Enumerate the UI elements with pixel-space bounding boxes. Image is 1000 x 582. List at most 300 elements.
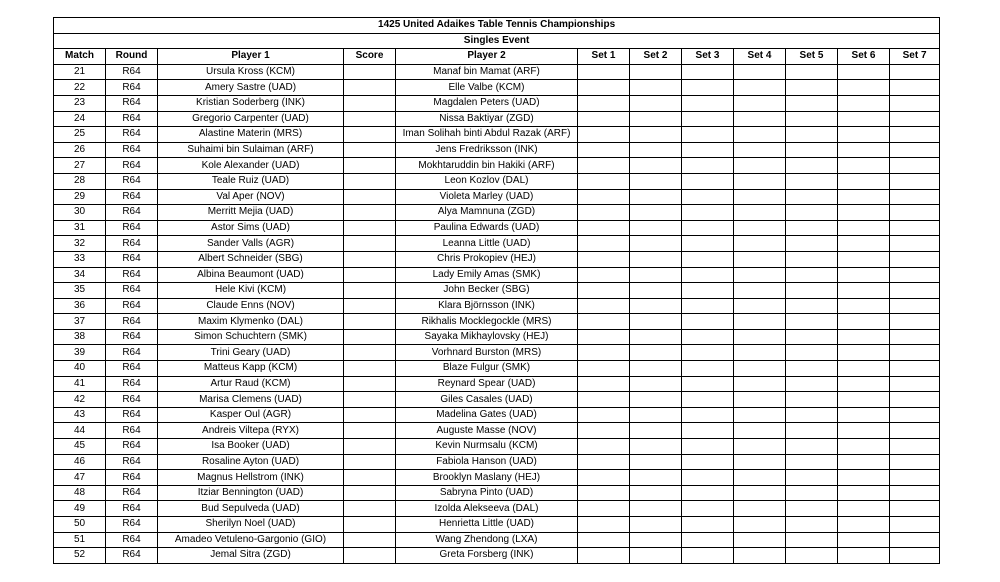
set-3-cell[interactable] (682, 345, 734, 361)
match-cell: 39 (54, 345, 106, 361)
set-4-cell[interactable] (734, 267, 786, 283)
set-6-cell[interactable] (838, 283, 890, 299)
set-3-cell[interactable] (682, 283, 734, 299)
set-7-cell[interactable] (890, 205, 940, 221)
set-7-cell[interactable] (890, 470, 940, 486)
set-6-cell[interactable] (838, 501, 890, 517)
set-2-cell[interactable] (630, 267, 682, 283)
set-2-cell[interactable] (630, 392, 682, 408)
set-6-cell[interactable] (838, 517, 890, 533)
set-5-cell[interactable] (786, 298, 838, 314)
set-2-cell[interactable] (630, 283, 682, 299)
set-6-cell[interactable] (838, 548, 890, 564)
set-2-cell[interactable] (630, 95, 682, 111)
set-3-cell[interactable] (682, 439, 734, 455)
match-cell: 25 (54, 127, 106, 143)
set-1-cell[interactable] (578, 158, 630, 174)
set-3-cell[interactable] (682, 361, 734, 377)
player-2-cell: Leanna Little (UAD) (396, 236, 578, 252)
player-1-cell: Amadeo Vetuleno-Gargonio (GIO) (158, 532, 344, 548)
score-cell[interactable] (344, 345, 396, 361)
set-4-cell[interactable] (734, 189, 786, 205)
set-4-cell[interactable] (734, 111, 786, 127)
score-cell[interactable] (344, 127, 396, 143)
set-4-cell[interactable] (734, 361, 786, 377)
set-1-cell[interactable] (578, 501, 630, 517)
set-4-cell[interactable] (734, 283, 786, 299)
set-2-cell[interactable] (630, 111, 682, 127)
player-1-cell: Hele Kivi (KCM) (158, 283, 344, 299)
set-5-cell[interactable] (786, 173, 838, 189)
set-2-cell[interactable] (630, 376, 682, 392)
score-cell[interactable] (344, 532, 396, 548)
set-4-cell[interactable] (734, 517, 786, 533)
set-6-cell[interactable] (838, 80, 890, 96)
set-4-cell[interactable] (734, 376, 786, 392)
score-cell[interactable] (344, 501, 396, 517)
set-4-cell[interactable] (734, 220, 786, 236)
player-2-cell: Magdalen Peters (UAD) (396, 95, 578, 111)
set-3-cell[interactable] (682, 80, 734, 96)
set-7-cell[interactable] (890, 283, 940, 299)
set-5-cell[interactable] (786, 501, 838, 517)
score-cell[interactable] (344, 470, 396, 486)
set-7-cell[interactable] (890, 111, 940, 127)
set-1-cell[interactable] (578, 454, 630, 470)
set-3-cell[interactable] (682, 205, 734, 221)
set-6-cell[interactable] (838, 329, 890, 345)
set-2-cell[interactable] (630, 470, 682, 486)
score-cell[interactable] (344, 439, 396, 455)
set-2-cell[interactable] (630, 485, 682, 501)
set-5-cell[interactable] (786, 64, 838, 80)
set-1-cell[interactable] (578, 220, 630, 236)
set-2-cell[interactable] (630, 532, 682, 548)
player-2-cell: Izolda Alekseeva (DAL) (396, 501, 578, 517)
set-1-cell[interactable] (578, 470, 630, 486)
set-1-cell[interactable] (578, 80, 630, 96)
set-5-cell[interactable] (786, 361, 838, 377)
set-1-cell[interactable] (578, 173, 630, 189)
player-2-cell: Greta Forsberg (INK) (396, 548, 578, 564)
set-3-cell[interactable] (682, 142, 734, 158)
set-5-cell[interactable] (786, 80, 838, 96)
set-5-cell[interactable] (786, 485, 838, 501)
set-5-cell[interactable] (786, 470, 838, 486)
score-cell[interactable] (344, 142, 396, 158)
player-1-cell: Maxim Klymenko (DAL) (158, 314, 344, 330)
set-7-cell[interactable] (890, 407, 940, 423)
set-1-cell[interactable] (578, 142, 630, 158)
set-4-cell[interactable] (734, 314, 786, 330)
set-4-cell[interactable] (734, 392, 786, 408)
set-7-cell[interactable] (890, 236, 940, 252)
round-cell: R64 (106, 251, 158, 267)
player-2-cell: Wang Zhendong (LXA) (396, 532, 578, 548)
player-2-cell: Lady Emily Amas (SMK) (396, 267, 578, 283)
table-row (54, 189, 940, 205)
set-7-cell[interactable] (890, 251, 940, 267)
set-4-cell[interactable] (734, 485, 786, 501)
set-6-cell[interactable] (838, 205, 890, 221)
set-5-cell[interactable] (786, 158, 838, 174)
set-5-cell[interactable] (786, 423, 838, 439)
set-2-cell[interactable] (630, 361, 682, 377)
set-1-cell[interactable] (578, 111, 630, 127)
match-cell: 37 (54, 314, 106, 330)
score-cell[interactable] (344, 95, 396, 111)
set-6-cell[interactable] (838, 314, 890, 330)
score-cell[interactable] (344, 548, 396, 564)
score-cell[interactable] (344, 80, 396, 96)
set-4-cell[interactable] (734, 251, 786, 267)
set-2-cell[interactable] (630, 345, 682, 361)
set-7-cell[interactable] (890, 345, 940, 361)
set-6-cell[interactable] (838, 485, 890, 501)
match-cell: 44 (54, 423, 106, 439)
set-3-cell[interactable] (682, 485, 734, 501)
set-5-cell[interactable] (786, 439, 838, 455)
set-7-cell[interactable] (890, 267, 940, 283)
set-4-cell[interactable] (734, 470, 786, 486)
set-4-cell[interactable] (734, 407, 786, 423)
set-1-cell[interactable] (578, 439, 630, 455)
table-row (54, 407, 940, 423)
match-cell: 33 (54, 251, 106, 267)
score-cell[interactable] (344, 189, 396, 205)
set-5-cell[interactable] (786, 95, 838, 111)
set-6-cell[interactable] (838, 439, 890, 455)
set-2-cell[interactable] (630, 80, 682, 96)
set-7-cell[interactable] (890, 158, 940, 174)
score-cell[interactable] (344, 329, 396, 345)
table-row (54, 345, 940, 361)
set-6-cell[interactable] (838, 95, 890, 111)
set-2-cell[interactable] (630, 423, 682, 439)
set-6-cell[interactable] (838, 376, 890, 392)
table-row (54, 267, 940, 283)
set-1-cell[interactable] (578, 376, 630, 392)
round-cell: R64 (106, 392, 158, 408)
score-cell[interactable] (344, 173, 396, 189)
sheet-title: 1425 United Adaikes Table Tennis Championships (54, 18, 940, 34)
set-4-cell[interactable] (734, 501, 786, 517)
table-row (54, 64, 940, 80)
set-2-cell[interactable] (630, 517, 682, 533)
set-7-cell[interactable] (890, 548, 940, 564)
score-cell[interactable] (344, 485, 396, 501)
set-7-cell[interactable] (890, 361, 940, 377)
set-3-cell[interactable] (682, 376, 734, 392)
set-2-cell[interactable] (630, 205, 682, 221)
set-1-cell[interactable] (578, 95, 630, 111)
header-row (54, 49, 940, 65)
set-1-cell[interactable] (578, 314, 630, 330)
score-cell[interactable] (344, 407, 396, 423)
score-cell[interactable] (344, 298, 396, 314)
set-3-cell[interactable] (682, 64, 734, 80)
set-4-cell[interactable] (734, 95, 786, 111)
set-5-cell[interactable] (786, 283, 838, 299)
set-3-cell[interactable] (682, 532, 734, 548)
set-5-cell[interactable] (786, 220, 838, 236)
set-3-cell[interactable] (682, 220, 734, 236)
set-5-cell[interactable] (786, 454, 838, 470)
set-4-cell[interactable] (734, 345, 786, 361)
set-1-cell[interactable] (578, 532, 630, 548)
set-6-cell[interactable] (838, 454, 890, 470)
player-1-cell: Isa Booker (UAD) (158, 439, 344, 455)
set-2-cell[interactable] (630, 439, 682, 455)
set-3-cell[interactable] (682, 236, 734, 252)
set-3-cell[interactable] (682, 95, 734, 111)
set-6-cell[interactable] (838, 142, 890, 158)
set-3-cell[interactable] (682, 173, 734, 189)
score-cell[interactable] (344, 454, 396, 470)
set-3-cell[interactable] (682, 329, 734, 345)
set-4-cell[interactable] (734, 298, 786, 314)
set-6-cell[interactable] (838, 189, 890, 205)
set-2-cell[interactable] (630, 407, 682, 423)
set-7-cell[interactable] (890, 485, 940, 501)
score-cell[interactable] (344, 376, 396, 392)
set-6-cell[interactable] (838, 345, 890, 361)
set-4-cell[interactable] (734, 548, 786, 564)
set-7-cell[interactable] (890, 189, 940, 205)
set-1-cell[interactable] (578, 423, 630, 439)
set-4-cell[interactable] (734, 173, 786, 189)
player-2-cell: Mokhtaruddin bin Hakiki (ARF) (396, 158, 578, 174)
set-3-cell[interactable] (682, 189, 734, 205)
set-4-cell[interactable] (734, 454, 786, 470)
set-6-cell[interactable] (838, 251, 890, 267)
set-5-cell[interactable] (786, 267, 838, 283)
set-4-cell[interactable] (734, 423, 786, 439)
set-3-cell[interactable] (682, 454, 734, 470)
set-6-cell[interactable] (838, 423, 890, 439)
set-3-cell[interactable] (682, 127, 734, 143)
set-2-cell[interactable] (630, 64, 682, 80)
set-5-cell[interactable] (786, 517, 838, 533)
score-cell[interactable] (344, 361, 396, 377)
table-row (54, 501, 940, 517)
set-5-cell[interactable] (786, 314, 838, 330)
set-7-cell[interactable] (890, 532, 940, 548)
set-2-cell[interactable] (630, 548, 682, 564)
set-7-cell[interactable] (890, 64, 940, 80)
score-cell[interactable] (344, 220, 396, 236)
set-2-cell[interactable] (630, 329, 682, 345)
set-6-cell[interactable] (838, 532, 890, 548)
set-4-cell[interactable] (734, 64, 786, 80)
set-1-cell[interactable] (578, 298, 630, 314)
set-1-cell[interactable] (578, 236, 630, 252)
set-3-cell[interactable] (682, 517, 734, 533)
set-7-cell[interactable] (890, 80, 940, 96)
set-5-cell[interactable] (786, 127, 838, 143)
header-player-1: Player 1 (158, 49, 344, 65)
set-2-cell[interactable] (630, 127, 682, 143)
match-cell: 27 (54, 158, 106, 174)
round-cell: R64 (106, 220, 158, 236)
set-5-cell[interactable] (786, 407, 838, 423)
set-5-cell[interactable] (786, 345, 838, 361)
set-7-cell[interactable] (890, 95, 940, 111)
set-4-cell[interactable] (734, 205, 786, 221)
set-1-cell[interactable] (578, 189, 630, 205)
set-6-cell[interactable] (838, 361, 890, 377)
match-cell: 41 (54, 376, 106, 392)
score-cell[interactable] (344, 251, 396, 267)
score-cell[interactable] (344, 236, 396, 252)
score-cell[interactable] (344, 392, 396, 408)
set-2-cell[interactable] (630, 173, 682, 189)
set-5-cell[interactable] (786, 532, 838, 548)
set-7-cell[interactable] (890, 298, 940, 314)
set-1-cell[interactable] (578, 329, 630, 345)
set-7-cell[interactable] (890, 376, 940, 392)
set-1-cell[interactable] (578, 361, 630, 377)
set-2-cell[interactable] (630, 251, 682, 267)
round-cell: R64 (106, 439, 158, 455)
round-cell: R64 (106, 298, 158, 314)
set-4-cell[interactable] (734, 532, 786, 548)
set-5-cell[interactable] (786, 142, 838, 158)
set-3-cell[interactable] (682, 407, 734, 423)
set-1-cell[interactable] (578, 251, 630, 267)
set-2-cell[interactable] (630, 314, 682, 330)
player-2-cell: Giles Casales (UAD) (396, 392, 578, 408)
set-6-cell[interactable] (838, 267, 890, 283)
score-cell[interactable] (344, 267, 396, 283)
player-2-cell: Paulina Edwards (UAD) (396, 220, 578, 236)
set-5-cell[interactable] (786, 392, 838, 408)
set-7-cell[interactable] (890, 501, 940, 517)
set-2-cell[interactable] (630, 454, 682, 470)
table-row (54, 236, 940, 252)
score-cell[interactable] (344, 64, 396, 80)
set-7-cell[interactable] (890, 423, 940, 439)
set-4-cell[interactable] (734, 80, 786, 96)
set-1-cell[interactable] (578, 283, 630, 299)
header-score: Score (344, 49, 396, 65)
set-4-cell[interactable] (734, 127, 786, 143)
set-2-cell[interactable] (630, 189, 682, 205)
set-7-cell[interactable] (890, 173, 940, 189)
score-cell[interactable] (344, 423, 396, 439)
set-3-cell[interactable] (682, 423, 734, 439)
set-5-cell[interactable] (786, 548, 838, 564)
score-cell[interactable] (344, 158, 396, 174)
set-1-cell[interactable] (578, 64, 630, 80)
set-4-cell[interactable] (734, 439, 786, 455)
set-5-cell[interactable] (786, 329, 838, 345)
set-1-cell[interactable] (578, 392, 630, 408)
set-1-cell[interactable] (578, 267, 630, 283)
set-7-cell[interactable] (890, 439, 940, 455)
set-6-cell[interactable] (838, 220, 890, 236)
set-4-cell[interactable] (734, 158, 786, 174)
set-7-cell[interactable] (890, 220, 940, 236)
set-7-cell[interactable] (890, 142, 940, 158)
set-5-cell[interactable] (786, 236, 838, 252)
set-2-cell[interactable] (630, 501, 682, 517)
score-cell[interactable] (344, 517, 396, 533)
set-6-cell[interactable] (838, 236, 890, 252)
set-1-cell[interactable] (578, 517, 630, 533)
table-row (54, 548, 940, 564)
set-6-cell[interactable] (838, 111, 890, 127)
set-5-cell[interactable] (786, 189, 838, 205)
set-4-cell[interactable] (734, 142, 786, 158)
round-cell: R64 (106, 548, 158, 564)
match-cell: 24 (54, 111, 106, 127)
table-row (54, 283, 940, 299)
set-1-cell[interactable] (578, 548, 630, 564)
set-3-cell[interactable] (682, 392, 734, 408)
set-1-cell[interactable] (578, 205, 630, 221)
header-set-3: Set 3 (682, 49, 734, 65)
set-5-cell[interactable] (786, 205, 838, 221)
set-3-cell[interactable] (682, 158, 734, 174)
round-cell: R64 (106, 236, 158, 252)
set-6-cell[interactable] (838, 392, 890, 408)
set-7-cell[interactable] (890, 329, 940, 345)
set-3-cell[interactable] (682, 501, 734, 517)
match-cell: 52 (54, 548, 106, 564)
set-2-cell[interactable] (630, 298, 682, 314)
set-1-cell[interactable] (578, 407, 630, 423)
set-6-cell[interactable] (838, 127, 890, 143)
set-3-cell[interactable] (682, 548, 734, 564)
set-5-cell[interactable] (786, 251, 838, 267)
set-3-cell[interactable] (682, 470, 734, 486)
score-cell[interactable] (344, 205, 396, 221)
score-cell[interactable] (344, 111, 396, 127)
set-3-cell[interactable] (682, 111, 734, 127)
set-5-cell[interactable] (786, 376, 838, 392)
player-2-cell: Henrietta Little (UAD) (396, 517, 578, 533)
set-3-cell[interactable] (682, 267, 734, 283)
set-3-cell[interactable] (682, 251, 734, 267)
set-7-cell[interactable] (890, 517, 940, 533)
score-cell[interactable] (344, 314, 396, 330)
set-4-cell[interactable] (734, 329, 786, 345)
set-6-cell[interactable] (838, 64, 890, 80)
set-7-cell[interactable] (890, 127, 940, 143)
set-3-cell[interactable] (682, 314, 734, 330)
score-cell[interactable] (344, 283, 396, 299)
set-5-cell[interactable] (786, 111, 838, 127)
set-6-cell[interactable] (838, 407, 890, 423)
set-4-cell[interactable] (734, 236, 786, 252)
set-7-cell[interactable] (890, 454, 940, 470)
set-6-cell[interactable] (838, 158, 890, 174)
set-2-cell[interactable] (630, 142, 682, 158)
set-6-cell[interactable] (838, 173, 890, 189)
set-2-cell[interactable] (630, 220, 682, 236)
set-1-cell[interactable] (578, 485, 630, 501)
set-2-cell[interactable] (630, 236, 682, 252)
set-1-cell[interactable] (578, 127, 630, 143)
set-2-cell[interactable] (630, 158, 682, 174)
set-6-cell[interactable] (838, 298, 890, 314)
set-7-cell[interactable] (890, 392, 940, 408)
set-7-cell[interactable] (890, 314, 940, 330)
set-1-cell[interactable] (578, 345, 630, 361)
set-3-cell[interactable] (682, 298, 734, 314)
set-6-cell[interactable] (838, 470, 890, 486)
